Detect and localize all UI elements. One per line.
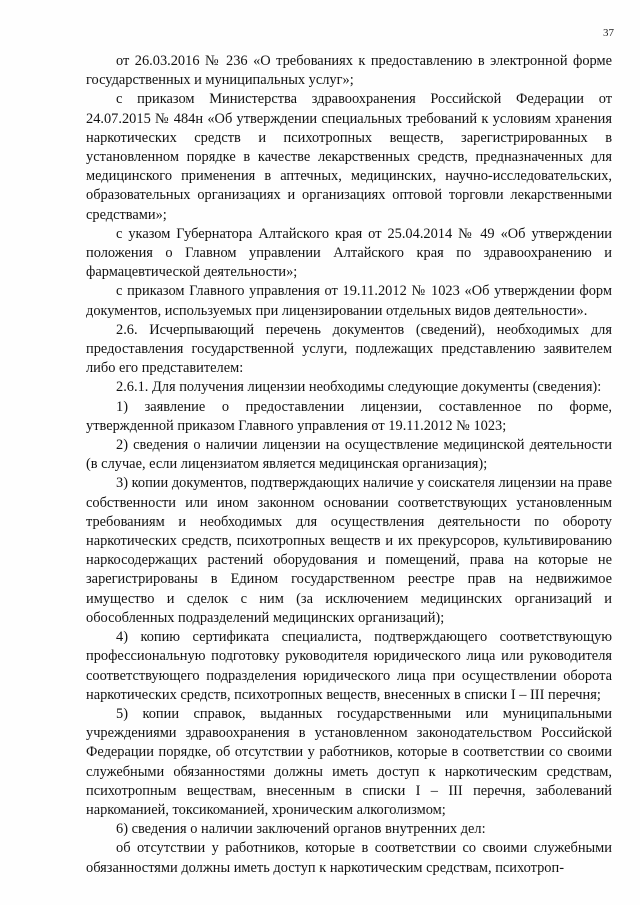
list-item-3-property-documents: 3) копии документов, подтверждающих наличие у соискателя лицензии на праве собственности или ином законном основании соответствующих установленным требованиям и необходимых для осуществления деятельности по обороту наркотических средств, психотропных веществ и их прекурсоров, культивированию наркосодержащих растений оборудования и помещений, права на которые не зарегистрированы в Едином государственном реестре прав на недвижимое имущество и сделок с ним (за исключением медицинских организаций и обособленных подразделений медицинских организаций); (86, 475, 612, 626)
list-item-2-medical-license: 2) сведения о наличии лицензии на осуществление медицинской деятельности (в случае, если лицензиатом является медицинская организация); (86, 437, 612, 473)
list-item-6-police-conclusions: 6) сведения о наличии заключений органов внутренних дел: (116, 821, 486, 838)
paragraph-section-2-6-1: 2.6.1. Для получения лицензии необходимы следующие документы (сведения): (116, 379, 602, 396)
list-item-4-specialist-certificate: 4) копию сертификата специалиста, подтверждающего соответствующую профессиональную подготовку руководителя юридического лица или руководителя соответствующего подразделения юридического лица при осуществлении оборота наркотических средств, психотропных веществ, внесенных в списки I – III перечня; (86, 629, 612, 703)
paragraph-order-484n: с приказом Министерства здравоохранения Российской Федерации от 24.07.2015 № 484н «Об утверждении специальных требований к условиям хранения наркотических средств и психотропных веществ, зарегистрированных в установленном порядке в качестве лекарственных средств, предназначенных для медицинского применения в аптечных, медицинских, научно-исследовательских, образовательных организациях и организациях оптовой торговли лекарственными средствами»; (86, 91, 612, 223)
paragraph-order-236-continuation: от 26.03.2016 № 236 «О требованиях к предоставлению в электронной форме государственных и муниципальных услуг»; (86, 53, 612, 89)
page-number: 37 (603, 27, 614, 39)
paragraph-decree-49: с указом Губернатора Алтайского края от 25.04.2014 № 49 «Об утверждении положения о Главном управлении Алтайского края по здравоохранению и фармацевтической деятельности»; (86, 225, 612, 281)
paragraph-section-2-6: 2.6. Исчерпывающий перечень документов (сведений), необходимых для предоставления государственной услуги, подлежащих представлению заявителем либо его представителем: (86, 321, 612, 377)
document-body (86, 52, 612, 878)
paragraph-employees-access: об отсутствии у работников, которые в соответствии со своими служебными обязанностями должны иметь доступ к наркотическим средствам, психотроп- (86, 840, 612, 876)
paragraph-order-1023: с приказом Главного управления от 19.11.2012 № 1023 «Об утверждении форм документов, используемых при лицензировании отдельных видов деятельности». (86, 283, 612, 319)
list-item-1-application: 1) заявление о предоставлении лицензии, составленное по форме, утвержденной приказом Главного управления от 19.11.2012 № 1023; (86, 398, 612, 434)
list-item-5-health-certificates: 5) копии справок, выданных государственными или муниципальными учреждениями здравоохранения в установленном законодательством Российской Федерации порядке, об отсутствии у работников, которые в соответствии со своими служебными обязанностями должны иметь доступ к наркотическим средствам, психотропным веществам, внесенным в списки I – III перечня, заболеваний наркоманией, токсикоманией, хроническим алкоголизмом; (86, 705, 612, 818)
